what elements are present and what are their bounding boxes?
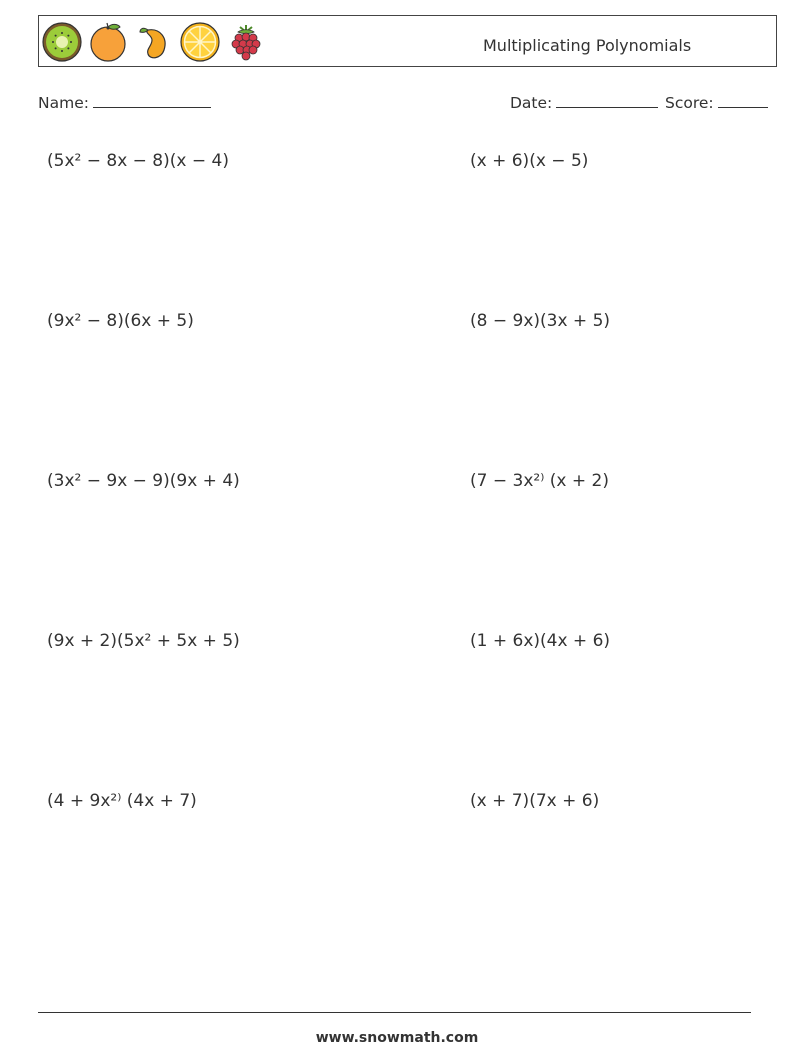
problem-expression: (1 + 6x)(4x + 6) <box>470 631 611 651</box>
problem-expression: (4 + 9x²⁾ (4x + 7) <box>47 791 197 811</box>
problem-10 <box>470 791 599 811</box>
kiwi-icon <box>42 22 82 62</box>
lemon-slice-icon <box>180 22 220 62</box>
problem-expression: (8 − 9x)(3x + 5) <box>470 311 611 331</box>
problem-9 <box>47 791 197 811</box>
raspberry-icon <box>226 22 266 62</box>
date-blank[interactable] <box>556 106 658 108</box>
date-label: Date: <box>510 94 553 112</box>
problem-expression: (3x² − 9x − 9)(9x + 4) <box>47 471 240 491</box>
problem-5 <box>47 471 240 491</box>
problem-expression: (9x + 2)(5x² + 5x + 5) <box>47 631 240 651</box>
problem-6 <box>470 471 609 491</box>
problem-1 <box>47 151 229 171</box>
orange-icon <box>88 22 128 62</box>
footer-divider <box>38 1012 751 1013</box>
problem-expression: (7 − 3x²⁾ (x + 2) <box>470 471 609 491</box>
problem-7 <box>47 631 240 651</box>
problem-expression: (9x² − 8)(6x + 5) <box>47 311 194 331</box>
mango-icon <box>134 22 174 62</box>
name-blank[interactable] <box>93 106 211 108</box>
problem-expression: (5x² − 8x − 8)(x − 4) <box>47 151 229 171</box>
problem-8 <box>470 631 610 651</box>
problem-2 <box>470 151 588 171</box>
score-field[interactable] <box>665 94 768 112</box>
problem-expression: (x + 7)(7x + 6) <box>470 791 600 811</box>
header-box <box>38 15 777 67</box>
worksheet-title: Multiplicating Polynomials <box>483 36 692 55</box>
score-blank[interactable] <box>718 106 768 108</box>
name-label: Name: <box>38 94 89 112</box>
problem-4 <box>470 311 610 331</box>
fruit-icons <box>42 21 272 63</box>
name-field[interactable] <box>38 94 211 112</box>
score-label: Score: <box>665 94 714 112</box>
date-field[interactable] <box>510 94 658 112</box>
footer-url[interactable]: www.snowmath.com <box>315 1030 479 1046</box>
problem-3 <box>47 311 194 331</box>
problem-expression: (x + 6)(x − 5) <box>470 151 589 171</box>
